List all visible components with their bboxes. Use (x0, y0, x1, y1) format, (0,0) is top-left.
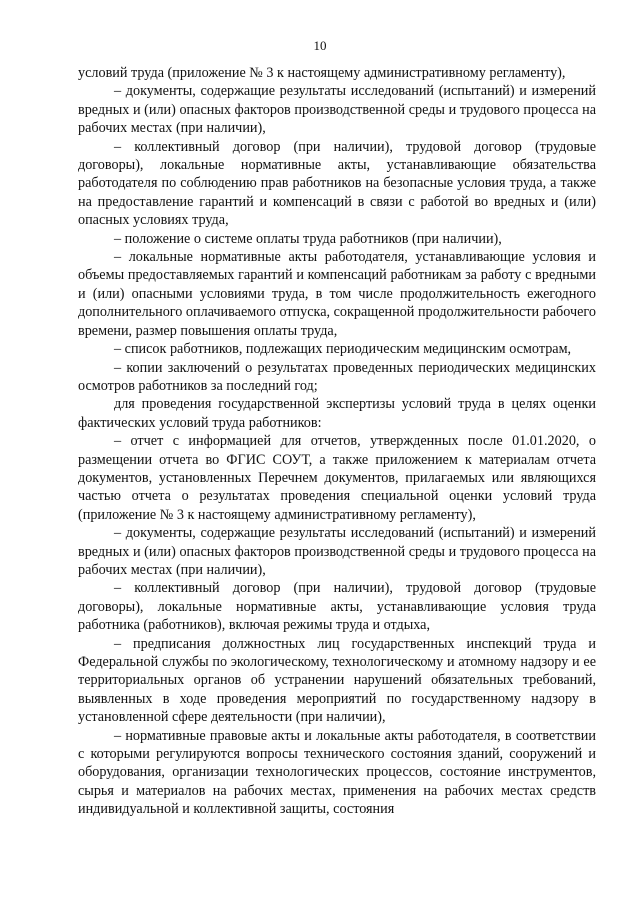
list-item-collective-agreement: – коллективный договор (при наличии), трудовой договор (трудовые договоры), локальные нормативные акты, устанавливающие обязательства работодателя по соблюдению прав работников на безопасные условия труда, а также на предоставление гарантий и компенсаций в связи с работой во вредных и (или) опасных условиях труда, (78, 138, 596, 229)
list-item-pay-system: – положение о системе оплаты труда работников (при наличии), (114, 230, 502, 247)
paragraph-continuation: условий труда (приложение № 3 к настоящему административному регламенту), (78, 65, 566, 81)
list-item-medical-exam-list: – список работников, подлежащих периодическим медицинским осмотрам, (114, 341, 572, 358)
list-item-local-acts-guarantees: – локальные нормативные акты работодателя, устанавливающие условия и объемы предоставляемых гарантий и компенсаций работникам за работу с вредными и (или) опасными условиями труда, в том числе продолжительность ежегодного дополнительного оплачиваемого отпуска, сокращенной продолжительности рабочего времени, размер повышения оплаты труда, (78, 249, 596, 339)
list-item-collective-agreement-2: – коллективный договор (при наличии), трудовой договор (трудовые договоры), локальные нормативные акты, устанавливающие условия труда работника (работников), включая режимы труда и отдыха, (78, 580, 596, 634)
list-item-medical-conclusions: – копии заключений о результатах проведенных периодических медицинских осмотров работников за последний год; (78, 359, 596, 394)
list-item-research-results: – документы, содержащие результаты исследований (испытаний) и измерений вредных и (или) опасных факторов производственной среды и трудового процесса на рабочих местах (при наличии), (78, 83, 596, 137)
section-intro-expertise: для проведения государственной экспертизы условий труда в целях оценки фактических условий труда работников: (78, 396, 596, 431)
document-body (78, 64, 596, 819)
page-number: 10 (313, 38, 327, 53)
list-item-report: – отчет с информацией для отчетов, утвержденных после 01.01.2020, о размещении отчета во ФГИС СОУТ, а также приложением к материалам отчета документов, установленных Перечнем документов, прилагаемых или являющихся частью отчета о результатах проведения специальной оценки условий труда (приложение № 3 к настоящему административному регламенту), (78, 433, 596, 523)
list-item-inspection-orders: – предписания должностных лиц государственных инспекций труда и Федеральной службы по экологическому, технологическому и атомному надзору и ее территориальных органов об устранении нарушений обязательных требований, выявленных в ходе проведения мероприятий по государственному надзору в установленной сфере деятельности (при наличии), (78, 635, 596, 726)
list-item-normative-acts: – нормативные правовые акты и локальные акты работодателя, в соответствии с которыми регулируются вопросы технического состояния зданий, сооружений и оборудования, организации технологических процессов, состояние инструментов, сырья и материалов на рабочих местах, применения на рабочих местах средств индивидуальной и коллективной защиты, состояния (78, 727, 596, 818)
list-item-research-results-2: – документы, содержащие результаты исследований (испытаний) и измерений вредных и (или) опасных факторов производственной среды и трудового процесса на рабочих местах (при наличии), (78, 525, 596, 578)
